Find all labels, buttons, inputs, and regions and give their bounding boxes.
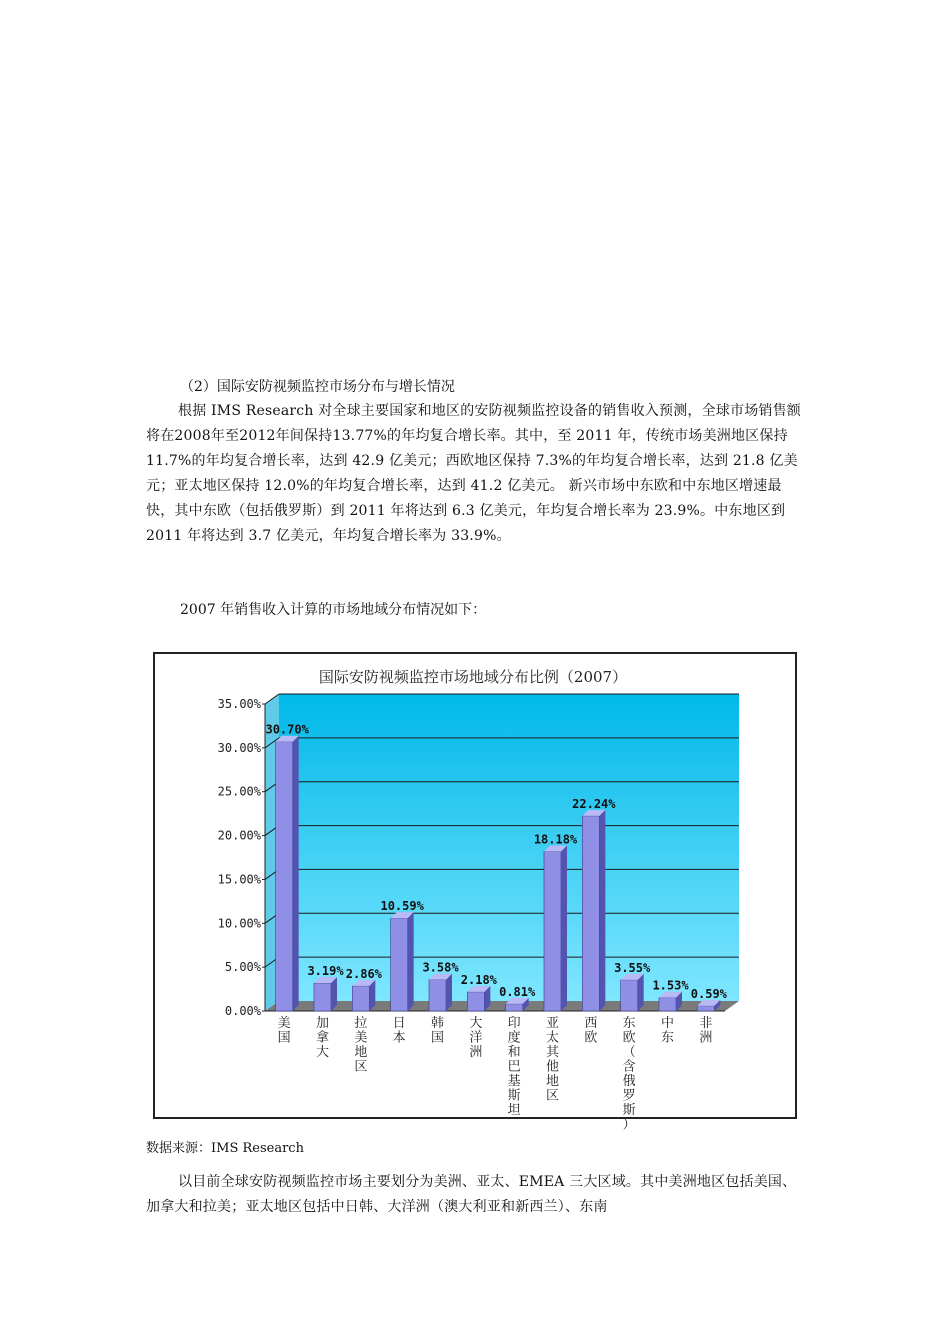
data-source: 数据来源：IMS Research: [146, 1141, 304, 1156]
bar-value-label: 22.24%: [572, 796, 616, 811]
bar-value-label: 18.18%: [533, 832, 578, 847]
category-label: 韩国: [430, 1016, 445, 1046]
bar-side: [446, 974, 452, 1011]
paragraph-regions: [146, 1170, 810, 1220]
bar-side: [561, 846, 567, 1011]
category-label: 印度和巴基斯坦: [507, 1016, 521, 1118]
plot-back-wall: [279, 694, 739, 1001]
bar-value-label: 3.19%: [307, 964, 344, 979]
bar: [544, 852, 561, 1011]
bar-value-label: 3.58%: [422, 960, 459, 975]
bar: [506, 1004, 523, 1011]
paragraph-regions-text: 以目前全球安防视频监控市场主要划分为美洲、亚太、EMEA 三大区域。其中美洲地区包括美国、加拿大和拉美；亚太地区包括中日韩、大洋洲（澳大利亚和新西兰）、东南: [146, 1174, 797, 1215]
bar: [582, 816, 599, 1011]
bar-value-label: 2.86%: [345, 966, 382, 981]
bar: [467, 992, 484, 1011]
chart-frame: [153, 652, 797, 1133]
category-label: 大洋洲: [469, 1016, 483, 1060]
category-label: 中东: [660, 1016, 675, 1046]
paragraph-ims-forecast-text: 根据 IMS Research 对全球主要国家和地区的安防视频监控设备的销售收入预测，全球市场销售额将在2008年至2012年间保持13.77%的年均复合增长率。其中，至 2011 年，传统市场美洲地区保持 11.7%的年均复合增长率，达到 42.9 亿美元；西欧地区保持 7.3%的年均复合增长率，达到 21.8 亿美元；亚太地区保持 12.0%的年均复合增长率，达到 41.2 亿美元。 新兴市场中东欧和中东地区增速最快，其中东欧（包括俄罗斯）到 2011 年将达到 6.3 亿美元，年均复合增长率为 23.9%。中东地区到 2011 年将达到 3.7 亿美元，年均复合增长率为 33.9%。: [146, 403, 801, 544]
bar-side: [293, 736, 299, 1011]
category-label: 西欧: [584, 1016, 598, 1046]
category-label: 东欧（含俄罗斯）: [622, 1016, 636, 1133]
bar: [659, 998, 676, 1011]
y-tick-label: 35.00%: [217, 697, 261, 711]
y-tick-label: 25.00%: [217, 784, 261, 799]
category-label: 拉美地区: [354, 1016, 368, 1075]
y-tick-label: 20.00%: [217, 828, 261, 843]
bar-value-label: 10.59%: [380, 899, 424, 914]
y-tick-label: 30.00%: [217, 740, 261, 755]
category-label: 非洲: [699, 1016, 713, 1046]
category-label: 加拿大: [315, 1016, 330, 1060]
bar-value-label: 0.81%: [499, 984, 536, 999]
section-title: （2）国际安防视频监控市场分布与增长情况: [180, 379, 455, 395]
bar-value-label: 3.55%: [614, 960, 651, 975]
bar: [352, 986, 369, 1011]
paragraph-ims-forecast: [146, 399, 810, 549]
bar: [621, 980, 638, 1011]
bar-side: [408, 912, 414, 1011]
bar-value-label: 30.70%: [265, 722, 309, 737]
bar: [314, 983, 331, 1011]
bar: [697, 1006, 714, 1011]
bar-chart: [155, 654, 795, 1133]
chart-intro: 2007 年销售收入计算的市场地域分布情况如下：: [180, 602, 487, 618]
y-tick-label: 0.00%: [224, 1004, 261, 1018]
y-tick-label: 10.00%: [217, 916, 261, 931]
bar-side: [638, 974, 644, 1011]
bar: [276, 742, 293, 1011]
category-label: 日本: [392, 1016, 406, 1046]
bar-value-label: 1.53%: [652, 978, 689, 993]
y-tick-label: 15.00%: [217, 872, 261, 887]
bar-side: [599, 810, 605, 1011]
category-label: 亚太其他地区: [545, 1016, 560, 1104]
bar: [391, 918, 408, 1011]
y-tick-label: 5.00%: [224, 960, 261, 975]
bar-value-label: 0.59%: [690, 986, 727, 1001]
bar: [429, 980, 446, 1011]
chart-title: 国际安防视频监控市场地域分布比例（2007）: [318, 668, 628, 686]
category-label: 美国: [277, 1016, 291, 1046]
bar-value-label: 2.18%: [460, 972, 497, 987]
